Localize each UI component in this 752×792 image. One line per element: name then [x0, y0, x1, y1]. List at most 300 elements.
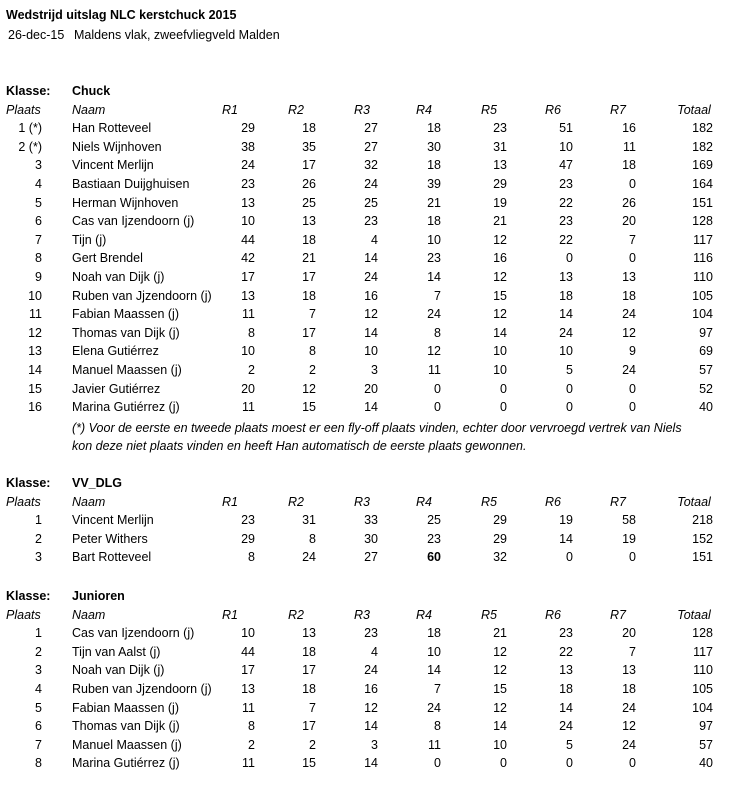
row-score: 24 [427, 307, 441, 322]
row-plaats: 6 [35, 719, 42, 734]
row-score: 19 [493, 195, 507, 210]
row-score: 7 [434, 288, 441, 303]
row-score: 24 [622, 363, 636, 377]
row-score: 12 [302, 381, 316, 396]
row-totaal: 151 [692, 550, 713, 565]
row-score: 14 [364, 719, 378, 734]
row-score: 33 [364, 513, 378, 528]
klasse-label: Klasse: [6, 589, 51, 603]
row-plaats: 4 [35, 682, 42, 696]
row-score: 18 [302, 121, 316, 136]
row-score: 17 [302, 663, 316, 678]
row-score: 7 [309, 700, 316, 715]
row-naam: Ruben van Jjzendoorn (j) [72, 682, 212, 696]
row-score: 0 [434, 756, 441, 771]
row-score: 10 [241, 344, 255, 359]
column-header-round: R2 [288, 102, 304, 117]
row-score: 7 [629, 232, 636, 247]
row-score: 24 [622, 700, 636, 715]
row-score: 16 [622, 121, 636, 136]
row-score: 8 [309, 344, 316, 359]
row-plaats: 3 [35, 550, 42, 565]
column-header-naam: Naam [72, 102, 106, 117]
row-score: 0 [566, 251, 573, 266]
row-naam: Manuel Maassen (j) [72, 737, 182, 752]
row-score: 22 [559, 195, 573, 210]
row-score: 23 [241, 513, 255, 528]
row-naam: Herman Wijnhoven [72, 195, 179, 210]
row-score: 47 [559, 158, 573, 173]
column-header-plaats: Plaats [6, 102, 41, 117]
row-score: 26 [302, 177, 316, 191]
row-score: 2 [309, 737, 316, 752]
row-naam: Vincent Merlijn [72, 158, 154, 173]
row-score: 12 [622, 719, 636, 734]
row-plaats: 8 [35, 251, 42, 266]
row-naam: Elena Gutiérrez [72, 344, 159, 359]
row-score: 2 [248, 363, 255, 377]
row-score: 10 [241, 214, 255, 229]
row-score: 23 [493, 121, 507, 136]
row-score: 10 [493, 344, 507, 359]
row-score: 20 [241, 381, 255, 396]
row-score: 18 [427, 214, 441, 229]
row-score: 15 [493, 288, 507, 303]
row-score: 17 [302, 270, 316, 284]
row-score: 51 [559, 121, 573, 136]
row-score: 21 [493, 214, 507, 229]
row-score: 12 [427, 344, 441, 359]
column-header-round: R6 [545, 494, 561, 509]
row-score: 4 [371, 644, 378, 659]
row-score: 16 [493, 251, 507, 266]
row-score: 19 [622, 531, 636, 546]
row-score: 24 [364, 177, 378, 191]
row-score: 21 [302, 251, 316, 266]
row-plaats: 14 [28, 363, 42, 377]
row-plaats: 11 [29, 307, 42, 322]
row-totaal: 110 [693, 663, 713, 678]
row-score: 14 [427, 270, 441, 284]
row-score: 27 [364, 121, 378, 136]
row-naam: Marina Gutiérrez (j) [72, 400, 180, 415]
row-score: 8 [434, 325, 441, 340]
row-score: 44 [241, 232, 255, 247]
row-score: 20 [622, 214, 636, 229]
row-score: 13 [559, 270, 573, 284]
row-score: 14 [427, 663, 441, 678]
row-score: 24 [559, 719, 573, 734]
row-score: 24 [241, 158, 255, 173]
row-score: 35 [302, 139, 316, 154]
row-totaal: 128 [692, 214, 713, 229]
row-totaal: 218 [692, 513, 713, 528]
row-naam: Cas van Ijzendoorn (j) [72, 626, 195, 641]
row-score: 0 [500, 381, 507, 396]
row-score: 13 [241, 195, 255, 210]
column-header-plaats: Plaats [6, 607, 41, 622]
row-totaal: 104 [692, 307, 713, 322]
row-naam: Fabian Maassen (j) [72, 307, 179, 322]
row-plaats: 9 [35, 270, 42, 284]
row-score: 24 [364, 663, 378, 678]
row-score: 10 [241, 626, 255, 641]
row-score: 17 [302, 719, 316, 734]
row-score: 8 [248, 550, 255, 565]
column-header-totaal: Totaal [677, 607, 711, 622]
row-plaats: 3 [35, 158, 42, 173]
row-score: 4 [371, 232, 378, 247]
row-plaats: 7 [35, 232, 42, 247]
row-plaats: 1 [35, 626, 42, 641]
row-score: 15 [302, 400, 316, 415]
row-score: 27 [364, 550, 378, 565]
row-naam: Tijn van Aalst (j) [72, 644, 161, 659]
row-score: 8 [434, 719, 441, 734]
row-score: 10 [559, 139, 573, 154]
row-score: 9 [629, 344, 636, 359]
row-score: 58 [622, 513, 636, 528]
column-header-round: R2 [288, 494, 304, 509]
row-plaats: 5 [35, 700, 42, 715]
row-score: 25 [302, 195, 316, 210]
row-score: 7 [629, 644, 636, 659]
row-score: 0 [629, 177, 636, 191]
row-plaats: 2 [35, 644, 42, 659]
document-title: Wedstrijd uitslag NLC kerstchuck 2015 [6, 8, 237, 22]
row-naam: Gert Brendel [72, 251, 143, 266]
row-score: 14 [493, 719, 507, 734]
row-score: 11 [242, 307, 255, 322]
row-score: 10 [427, 232, 441, 247]
row-totaal: 116 [693, 251, 713, 266]
klasse-label: Klasse: [6, 84, 51, 98]
row-score: 14 [559, 307, 573, 322]
row-score: 13 [559, 663, 573, 678]
row-score: 22 [559, 232, 573, 247]
row-score: 20 [364, 381, 378, 396]
row-plaats: 1 (*) [18, 121, 42, 136]
row-score: 0 [500, 400, 507, 415]
row-score: 18 [622, 158, 636, 173]
row-naam: Niels Wijnhoven [72, 139, 162, 154]
row-score: 0 [566, 400, 573, 415]
row-score: 23 [427, 531, 441, 546]
row-score: 13 [622, 663, 636, 678]
row-score: 0 [566, 756, 573, 771]
footnote-line: kon deze niet plaats vinden en heeft Han automatisch de eerste plaats gewonnen. [72, 439, 527, 454]
column-header-totaal: Totaal [677, 102, 711, 117]
row-score: 0 [434, 381, 441, 396]
row-score: 21 [427, 195, 441, 210]
row-score: 24 [559, 325, 573, 340]
column-header-round: R2 [288, 607, 304, 622]
row-score: 10 [493, 363, 507, 377]
column-header-naam: Naam [72, 494, 106, 509]
row-totaal: 97 [699, 325, 713, 340]
row-score: 14 [559, 700, 573, 715]
row-score: 16 [364, 288, 378, 303]
row-totaal: 40 [699, 756, 713, 771]
row-score: 24 [622, 307, 636, 322]
column-header-plaats: Plaats [6, 494, 41, 509]
row-plaats: 3 [35, 663, 42, 678]
klasse-name: Chuck [72, 84, 111, 98]
row-score: 23 [559, 626, 573, 641]
row-totaal: 169 [692, 158, 713, 173]
row-score: 14 [493, 325, 507, 340]
row-score: 11 [428, 363, 441, 377]
column-header-round: R4 [416, 494, 432, 509]
row-score: 0 [566, 381, 573, 396]
event-location: Maldens vlak, zweefvliegveld Malden [74, 28, 280, 42]
row-score: 16 [364, 682, 378, 696]
row-score: 7 [434, 682, 441, 696]
row-score: 0 [629, 400, 636, 415]
row-totaal: 69 [699, 344, 713, 359]
row-score: 32 [493, 550, 507, 565]
klasse-name: Junioren [72, 589, 125, 603]
column-header-round: R7 [610, 102, 626, 117]
row-score: 18 [302, 644, 316, 659]
row-plaats: 15 [28, 381, 42, 396]
row-naam: Vincent Merlijn [72, 513, 154, 528]
row-plaats: 1 [35, 513, 42, 528]
row-score: 15 [302, 756, 316, 771]
row-score: 38 [241, 139, 255, 154]
row-score: 14 [364, 756, 378, 771]
column-header-round: R5 [481, 102, 497, 117]
row-plaats: 7 [35, 737, 42, 752]
klasse-name: VV_DLG [72, 476, 123, 490]
row-score: 8 [248, 325, 255, 340]
row-plaats: 10 [28, 288, 42, 303]
row-score: 18 [427, 121, 441, 136]
row-score: 5 [566, 737, 573, 752]
row-score: 13 [493, 158, 507, 173]
row-naam: Han Rotteveel [72, 121, 152, 136]
row-naam: Thomas van Dijk (j) [72, 719, 180, 734]
column-header-totaal: Totaal [677, 494, 711, 509]
row-score: 12 [493, 700, 507, 715]
row-score: 20 [622, 626, 636, 641]
row-totaal: 110 [693, 270, 713, 284]
row-plaats: 4 [35, 177, 42, 191]
row-naam: Javier Gutiérrez [72, 381, 161, 396]
row-totaal: 105 [692, 682, 713, 696]
row-score: 13 [622, 270, 636, 284]
row-score: 31 [493, 139, 507, 154]
row-score: 18 [302, 232, 316, 247]
row-score: 18 [622, 682, 636, 696]
row-score: 11 [242, 756, 255, 771]
row-score: 42 [241, 251, 255, 266]
row-score: 18 [559, 682, 573, 696]
row-score: 24 [622, 737, 636, 752]
row-totaal: 105 [692, 288, 713, 303]
row-score: 17 [302, 325, 316, 340]
row-score: 11 [242, 700, 255, 715]
row-score: 13 [302, 626, 316, 641]
column-header-round: R1 [222, 494, 238, 509]
row-totaal: 57 [699, 737, 713, 752]
row-score: 3 [371, 737, 378, 752]
column-header-round: R3 [354, 494, 370, 509]
row-totaal: 104 [692, 700, 713, 715]
row-score: 17 [241, 270, 255, 284]
column-header-round: R7 [610, 607, 626, 622]
row-score: 0 [629, 550, 636, 565]
row-score: 14 [364, 325, 378, 340]
row-score: 29 [241, 531, 255, 546]
row-score: 25 [427, 513, 441, 528]
row-plaats: 6 [35, 214, 42, 229]
row-totaal: 164 [692, 177, 713, 191]
row-totaal: 52 [699, 381, 713, 396]
row-score: 29 [493, 513, 507, 528]
row-totaal: 97 [699, 719, 713, 734]
column-header-round: R4 [416, 102, 432, 117]
row-naam: Manuel Maassen (j) [72, 363, 182, 377]
row-score: 29 [241, 121, 255, 136]
row-score: 17 [302, 158, 316, 173]
row-totaal: 117 [693, 232, 713, 247]
row-score: 18 [427, 626, 441, 641]
column-header-round: R6 [545, 102, 561, 117]
column-header-round: R7 [610, 494, 626, 509]
row-score: 11 [242, 400, 255, 415]
row-score: 18 [302, 288, 316, 303]
column-header-round: R3 [354, 607, 370, 622]
row-plaats: 8 [35, 756, 42, 771]
row-score: 12 [364, 307, 378, 322]
row-plaats: 5 [35, 195, 42, 210]
row-score: 29 [493, 177, 507, 191]
row-totaal: 152 [692, 531, 713, 546]
row-score: 23 [559, 177, 573, 191]
row-score: 21 [493, 626, 507, 641]
row-score: 15 [493, 682, 507, 696]
row-plaats: 12 [28, 325, 42, 340]
row-totaal: 182 [692, 121, 713, 136]
row-score: 30 [364, 531, 378, 546]
row-score: 23 [364, 214, 378, 229]
row-score: 5 [566, 363, 573, 377]
row-score: 18 [302, 682, 316, 696]
row-score: 11 [428, 737, 441, 752]
row-naam: Noah van Dijk (j) [72, 663, 165, 678]
row-score: 14 [364, 400, 378, 415]
column-header-round: R3 [354, 102, 370, 117]
row-score: 12 [622, 325, 636, 340]
row-score: 25 [364, 195, 378, 210]
row-score: 10 [559, 344, 573, 359]
row-score: 27 [364, 139, 378, 154]
row-score: 2 [248, 737, 255, 752]
row-score: 13 [241, 288, 255, 303]
row-score: 13 [302, 214, 316, 229]
row-plaats: 2 (*) [18, 139, 42, 154]
row-totaal: 117 [693, 644, 713, 659]
column-header-round: R5 [481, 607, 497, 622]
klasse-label: Klasse: [6, 476, 51, 490]
column-header-naam: Naam [72, 607, 106, 622]
row-score: 19 [559, 513, 573, 528]
row-score: 10 [364, 344, 378, 359]
row-score: 18 [559, 288, 573, 303]
column-header-round: R6 [545, 607, 561, 622]
row-score: 14 [559, 531, 573, 546]
row-score: 23 [559, 214, 573, 229]
row-score: 39 [427, 177, 441, 191]
row-score: 12 [493, 644, 507, 659]
column-header-round: R1 [222, 607, 238, 622]
row-score: 3 [371, 363, 378, 377]
footnote-line: (*) Voor de eerste en tweede plaats moest er een fly-off plaats vinden, echter door vervroegd vertrek van Niels [72, 420, 682, 435]
row-plaats: 16 [28, 400, 42, 415]
row-totaal: 57 [699, 363, 713, 377]
row-score: 23 [427, 251, 441, 266]
row-score: 23 [241, 177, 255, 191]
row-totaal: 128 [692, 626, 713, 641]
row-score: 8 [248, 719, 255, 734]
row-score: 0 [500, 756, 507, 771]
row-score: 29 [493, 531, 507, 546]
row-score: 44 [241, 644, 255, 659]
row-score: 0 [434, 400, 441, 415]
row-score: 18 [427, 158, 441, 173]
row-score: 26 [622, 195, 636, 210]
row-score: 18 [622, 288, 636, 303]
column-header-round: R4 [416, 607, 432, 622]
row-naam: Tijn (j) [72, 232, 107, 247]
row-score: 31 [302, 513, 316, 528]
row-totaal: 151 [692, 195, 713, 210]
row-score: 0 [629, 251, 636, 266]
event-date: 26-dec-15 [8, 28, 65, 42]
row-score: 60 [427, 550, 441, 565]
row-score: 12 [364, 700, 378, 715]
row-naam: Fabian Maassen (j) [72, 700, 179, 715]
row-score: 0 [629, 756, 636, 771]
row-score: 24 [302, 550, 316, 565]
row-score: 23 [364, 626, 378, 641]
row-score: 30 [427, 139, 441, 154]
row-score: 12 [493, 232, 507, 247]
row-score: 13 [241, 682, 255, 696]
row-score: 8 [309, 531, 316, 546]
row-score: 0 [566, 550, 573, 565]
row-plaats: 13 [28, 344, 42, 359]
row-naam: Peter Withers [72, 531, 148, 546]
row-score: 14 [364, 251, 378, 266]
column-header-round: R5 [481, 494, 497, 509]
row-score: 0 [629, 381, 636, 396]
row-score: 10 [493, 737, 507, 752]
row-naam: Marina Gutiérrez (j) [72, 756, 180, 771]
row-score: 12 [493, 270, 507, 284]
row-score: 22 [559, 644, 573, 659]
row-totaal: 182 [692, 139, 713, 154]
row-score: 32 [364, 158, 378, 173]
row-score: 17 [241, 663, 255, 678]
row-score: 10 [427, 644, 441, 659]
row-naam: Bastiaan Duijghuisen [72, 177, 190, 191]
row-naam: Bart Rotteveel [72, 550, 152, 565]
row-score: 12 [493, 663, 507, 678]
row-naam: Noah van Dijk (j) [72, 270, 165, 284]
row-score: 7 [309, 307, 316, 322]
